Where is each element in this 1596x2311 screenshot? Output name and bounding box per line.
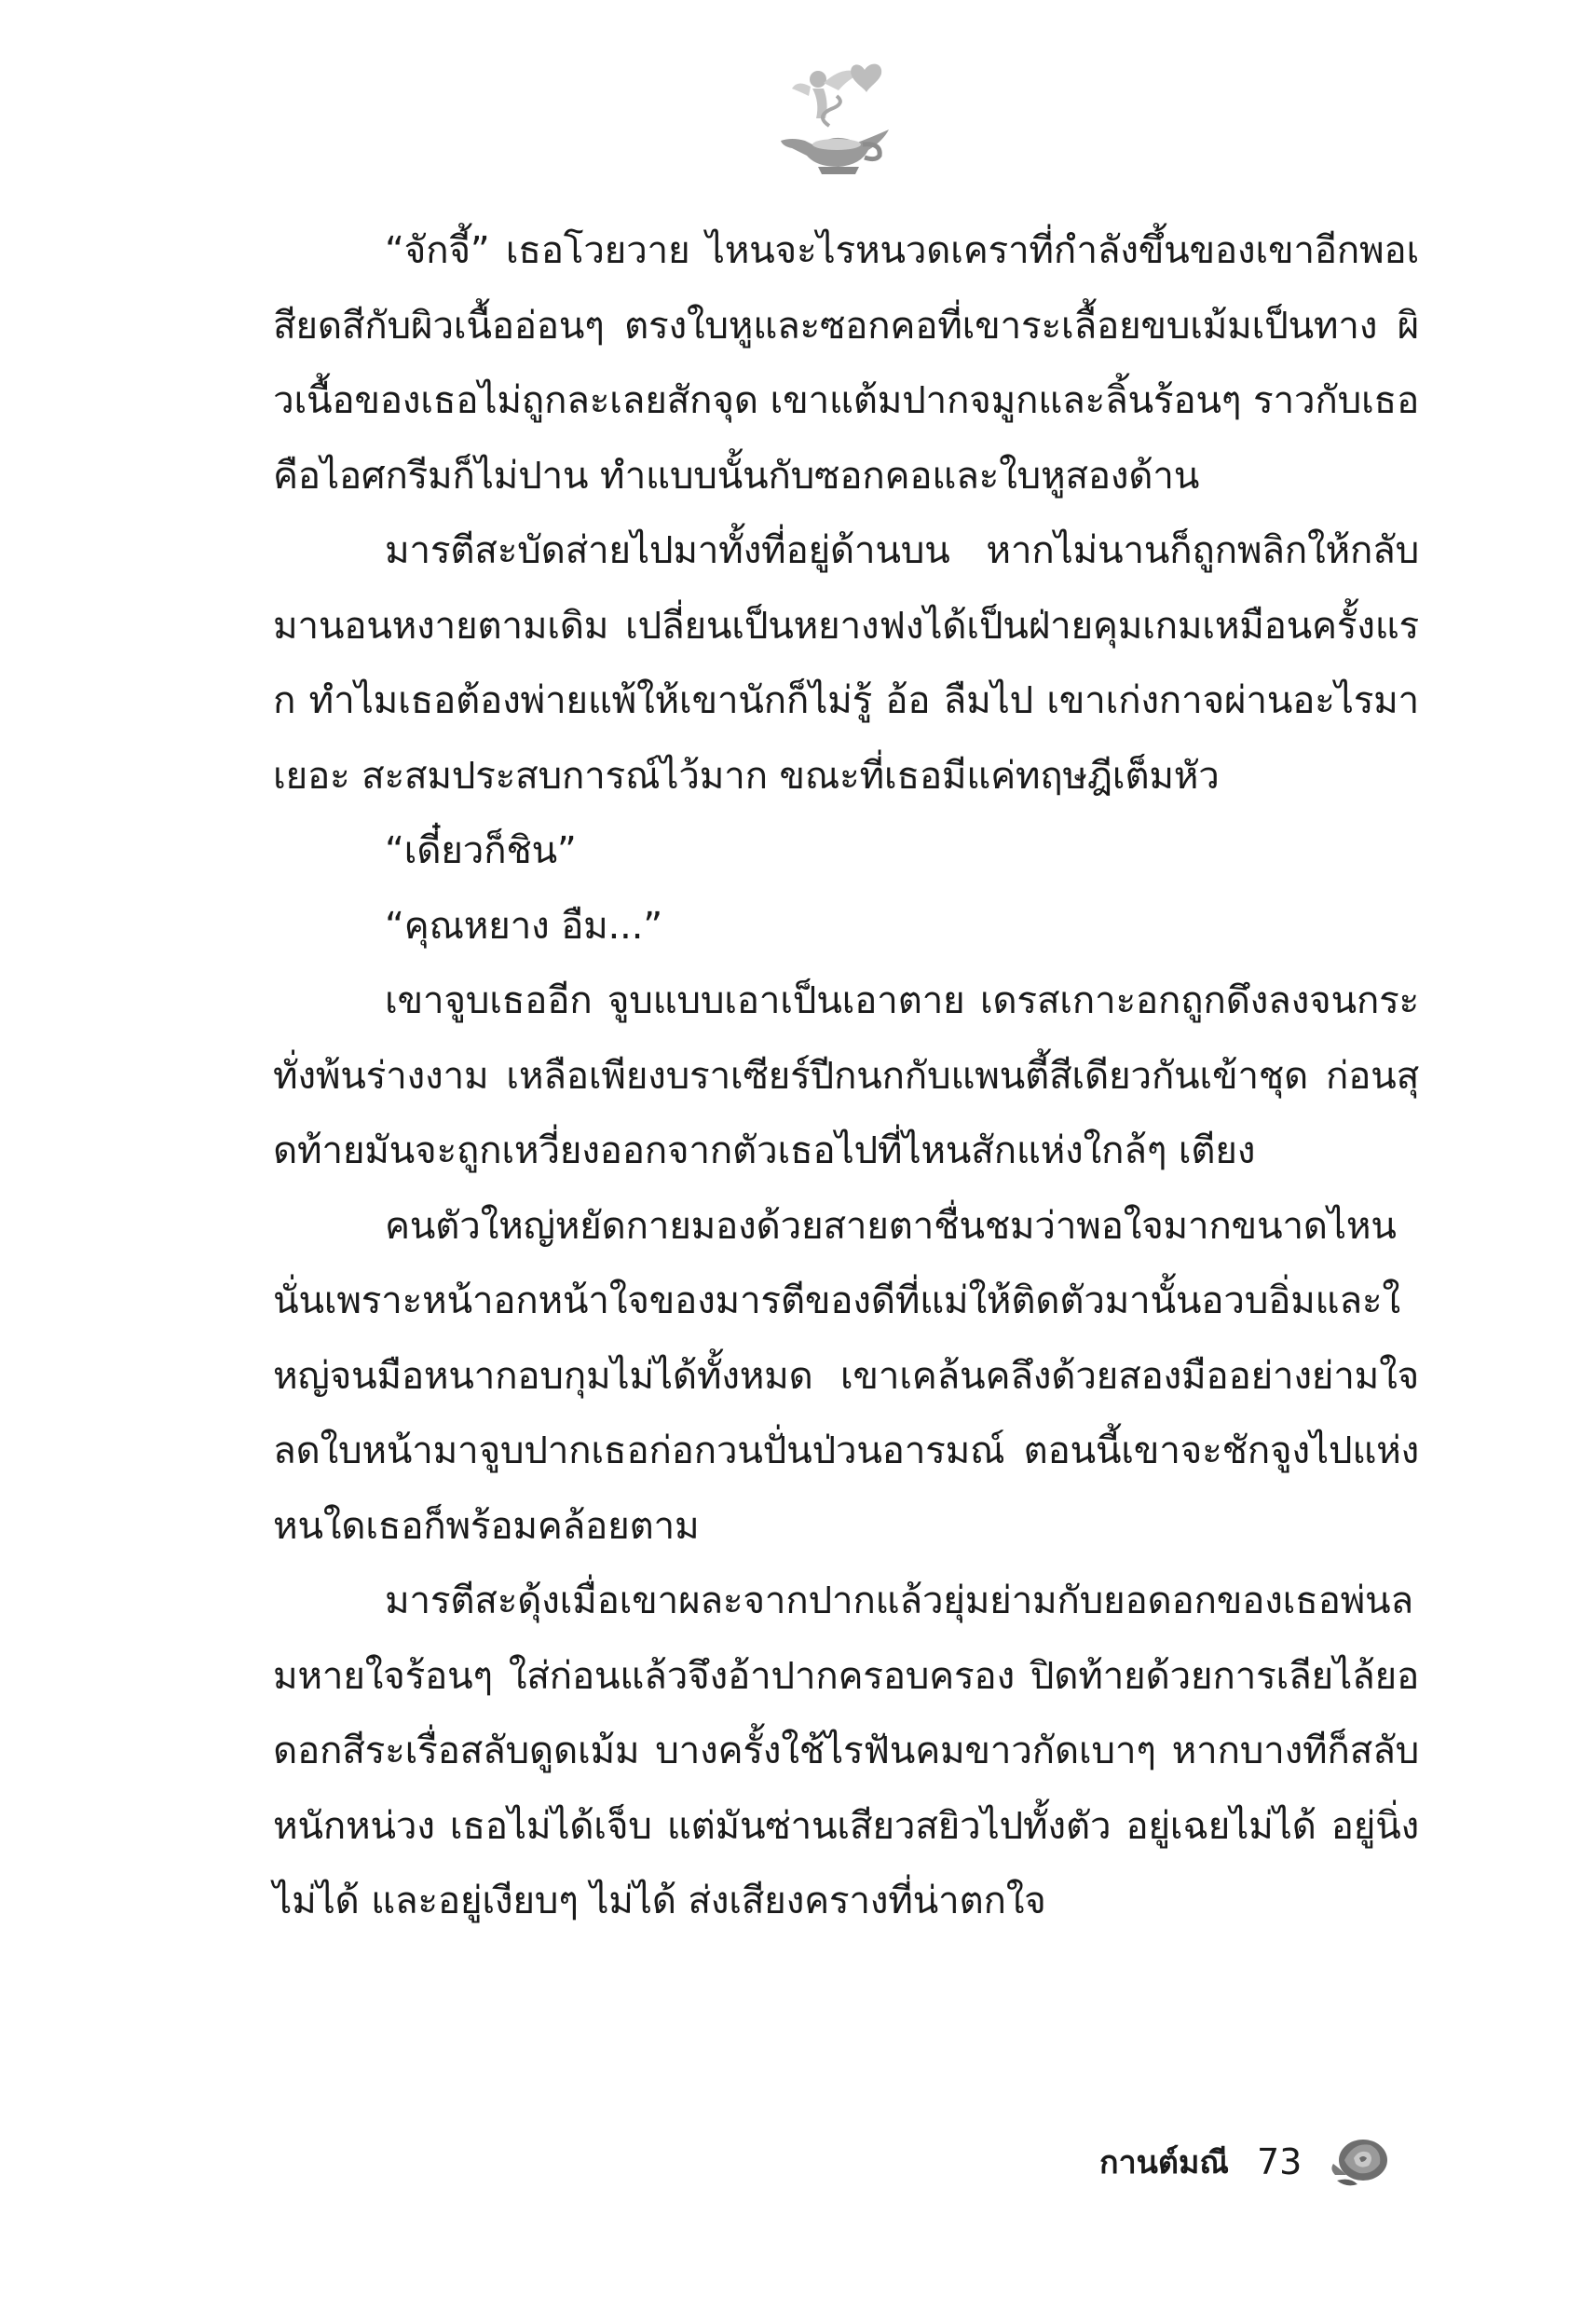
- genie-lamp-icon: [764, 51, 904, 182]
- paragraph: “เดี๋ยวก็ชิน”: [385, 827, 577, 872]
- paragraph: มารตีสะบัดส่ายไปมาทั้งที่อยู่ด้านบน หากไม่นานก็ถูกพลิกให้กลับมานอนหงายตามเดิม เปลี่ยนเป็นหยางฟงได้เป็นฝ่ายคุมเกมเหมือนครั้งแรก ทำไมเธอต้องพ่ายแพ้ให้เขานักก็ไม่รู้ อ้อ ลืมไป เขาเก่งกาจผ่านอะไรมาเยอะ สะสมประสบการณ์ไว้มาก ขณะที่เธอมีแค่ทฤษฎีเต็มหัว: [273, 527, 1419, 798]
- paragraph: คนตัวใหญ่หยัดกายมองด้วยสายตาชื่นชมว่าพอใจมากขนาดไหน นั่นเพราะหน้าอกหน้าใจของมารตีของดีที่แม่ให้ติดตัวมานั้นอวบอิ่มและใหญ่จนมือหนากอบกุมไม่ได้ทั้งหมด เขาเคล้นคลึงด้วยสองมืออย่างย่ามใจ ลดใบหน้ามาจูบปากเธอก่อกวนปั่นป่วนอารมณ์ ตอนนี้เขาจะชักจูงไปแห่งหนใดเธอก็พร้อมคล้อยตาม: [273, 1202, 1419, 1548]
- paragraph: มารตีสะดุ้งเมื่อเขาผละจากปากแล้วยุ่มย่ามกับยอดอกของเธอพ่นลมหายใจร้อนๆ ใส่ก่อนแล้วจึงอ้าปากครอบครอง ปิดท้ายด้วยการเลียไล้ยอดอกสีระเรื่อสลับดูดเม้ม บางครั้งใช้ไรฟันคมขาวกัดเบาๆ หากบางทีก็สลับหนักหน่วง เธอไม่ได้เจ็บ แต่มันซ่านเสียวสยิวไปทั้งตัว อยู่เฉยไม่ได้ อยู่นิ่งไม่ได้ และอยู่เงียบๆ ไม่ได้ ส่งเสียงครางที่น่าตกใจ: [273, 1578, 1419, 1922]
- page-footer: [1099, 2134, 1395, 2190]
- page-number: 73: [1256, 2141, 1303, 2182]
- rose-icon: [1326, 2132, 1395, 2192]
- paragraph: “จักจี้” เธอโวยวาย ไหนจะไรหนวดเคราที่กำลังขึ้นของเขาอีกพอเสียดสีกับผิวเนื้ออ่อนๆ ตรงใบหูและซอกคอที่เขาระเลื้อยขบเม้มเป็นทาง ผิวเนื้อของเธอไม่ถูกละเลยสักจุด เขาแต้มปากจมูกและลิ้นร้อนๆ ราวกับเธอคือไอศกรีมก็ไม่ปาน ทำแบบนั้นกับซอกคอและใบหูสองด้าน: [273, 227, 1419, 498]
- chapter-body: [273, 212, 1419, 1938]
- book-title: กานต์มณี: [1099, 2144, 1229, 2181]
- paragraph: เขาจูบเธออีก จูบแบบเอาเป็นเอาตาย เดรสเกาะอกถูกดึงลงจนกระทั่งพ้นร่างงาม เหลือเพียงบราเซียร์ปีกนกกับแพนตี้สีเดียวกันเข้าชุด ก่อนสุดท้ายมันจะถูกเหวี่ยงออกจากตัวเธอไปที่ไหนสักแห่งใกล้ๆ เตียง: [273, 978, 1419, 1172]
- paragraph: “คุณหยาง อืม...”: [385, 902, 662, 948]
